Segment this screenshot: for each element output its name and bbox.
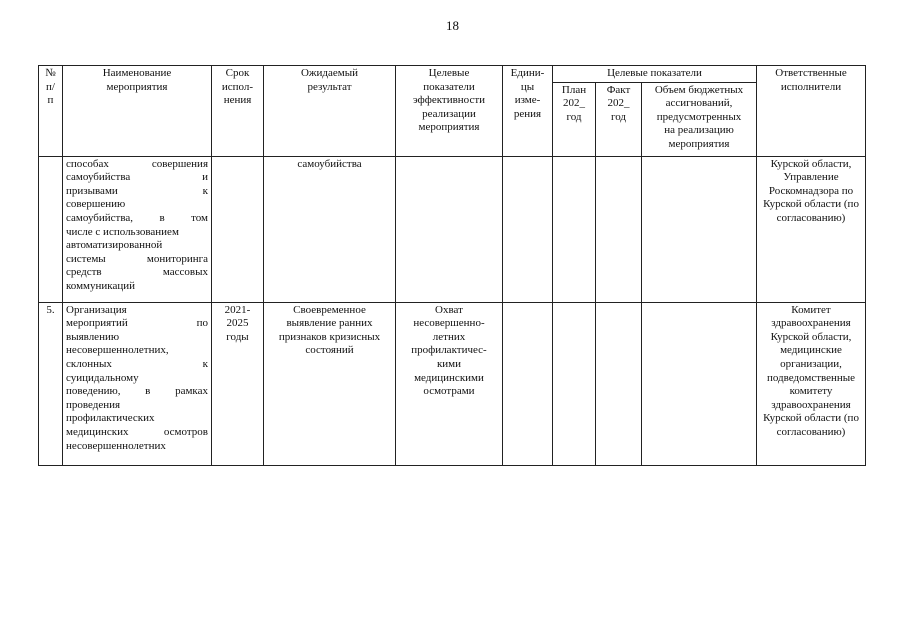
name-line: выявлению <box>66 330 120 343</box>
row-term <box>212 156 264 302</box>
row-name <box>63 302 212 465</box>
name-line: числе с использованием <box>66 225 179 238</box>
row-term: 2021- 2025 годы <box>212 302 264 465</box>
table-header-row <box>39 66 866 83</box>
name-line: профилактических <box>66 412 155 425</box>
row-fact <box>596 156 642 302</box>
row-budget <box>642 302 757 465</box>
header-expected: Ожидаемый результат <box>264 66 396 157</box>
measures-table <box>38 65 866 466</box>
name-line: поведению, в рамках <box>66 385 208 398</box>
table-row <box>39 302 866 465</box>
row-indicators <box>396 156 503 302</box>
header-plan: План 202_ год <box>553 82 596 156</box>
row-responsible: Курской области, Управление Роскомнадзора по Курской области (по согласованию) <box>757 156 866 302</box>
header-responsible: Ответственные исполнители <box>757 66 866 157</box>
header-indicators: Целевые показатели эффективности реализации мероприятия <box>396 66 503 157</box>
row-units <box>503 156 553 302</box>
name-line: несовершеннолетних, <box>66 344 169 357</box>
name-line: совершению <box>66 198 126 211</box>
row-units <box>503 302 553 465</box>
name-line: системы мониторинга <box>66 252 208 265</box>
row-indicators: Охват несовершенно- летних профилактичес- кими медицинскими осмотрами <box>396 302 503 465</box>
name-line: Организация <box>66 303 127 316</box>
name-line: автоматизированной <box>66 239 163 252</box>
row-expected: Своевременное выявление ранних признаков кризисных состояний <box>264 302 396 465</box>
name-line: несовершеннолетних <box>66 439 166 452</box>
name-line: средств массовых <box>66 266 208 279</box>
row-num <box>39 156 63 302</box>
name-line: проведения <box>66 398 121 411</box>
row-responsible: Комитет здравоохранения Курской области, медицинские организации, подведомственные комитету здравоохранения Курской области (по согласованию) <box>757 302 866 465</box>
name-line: коммуникаций <box>66 279 135 292</box>
row-fact <box>596 302 642 465</box>
name-line: способах совершения <box>66 157 208 170</box>
row-num: 5. <box>39 302 63 465</box>
header-budget: Объем бюджетных ассигнований, предусмотренных на реализацию мероприятия <box>642 82 757 156</box>
name-line: самоубийства и <box>66 171 208 184</box>
row-name <box>63 156 212 302</box>
page-number: 18 <box>446 18 459 33</box>
name-line: склонных к <box>66 357 208 370</box>
header-name: Наименование мероприятия <box>63 66 212 157</box>
header-num: № п/ п <box>39 66 63 157</box>
header-target-group: Целевые показатели <box>553 66 757 83</box>
name-line: самоубийства, в том <box>66 211 208 224</box>
header-fact: Факт 202_ год <box>596 82 642 156</box>
name-line: призывами к <box>66 184 208 197</box>
name-line: медицинских осмотров <box>66 425 208 438</box>
header-term: Срок испол- нения <box>212 66 264 157</box>
row-plan <box>553 302 596 465</box>
row-expected: самоубийства <box>264 156 396 302</box>
header-units: Едини- цы изме- рения <box>503 66 553 157</box>
table-row <box>39 156 866 302</box>
row-plan <box>553 156 596 302</box>
row-budget <box>642 156 757 302</box>
name-line: мероприятий по <box>66 317 208 330</box>
name-line: суицидальному <box>66 371 139 384</box>
